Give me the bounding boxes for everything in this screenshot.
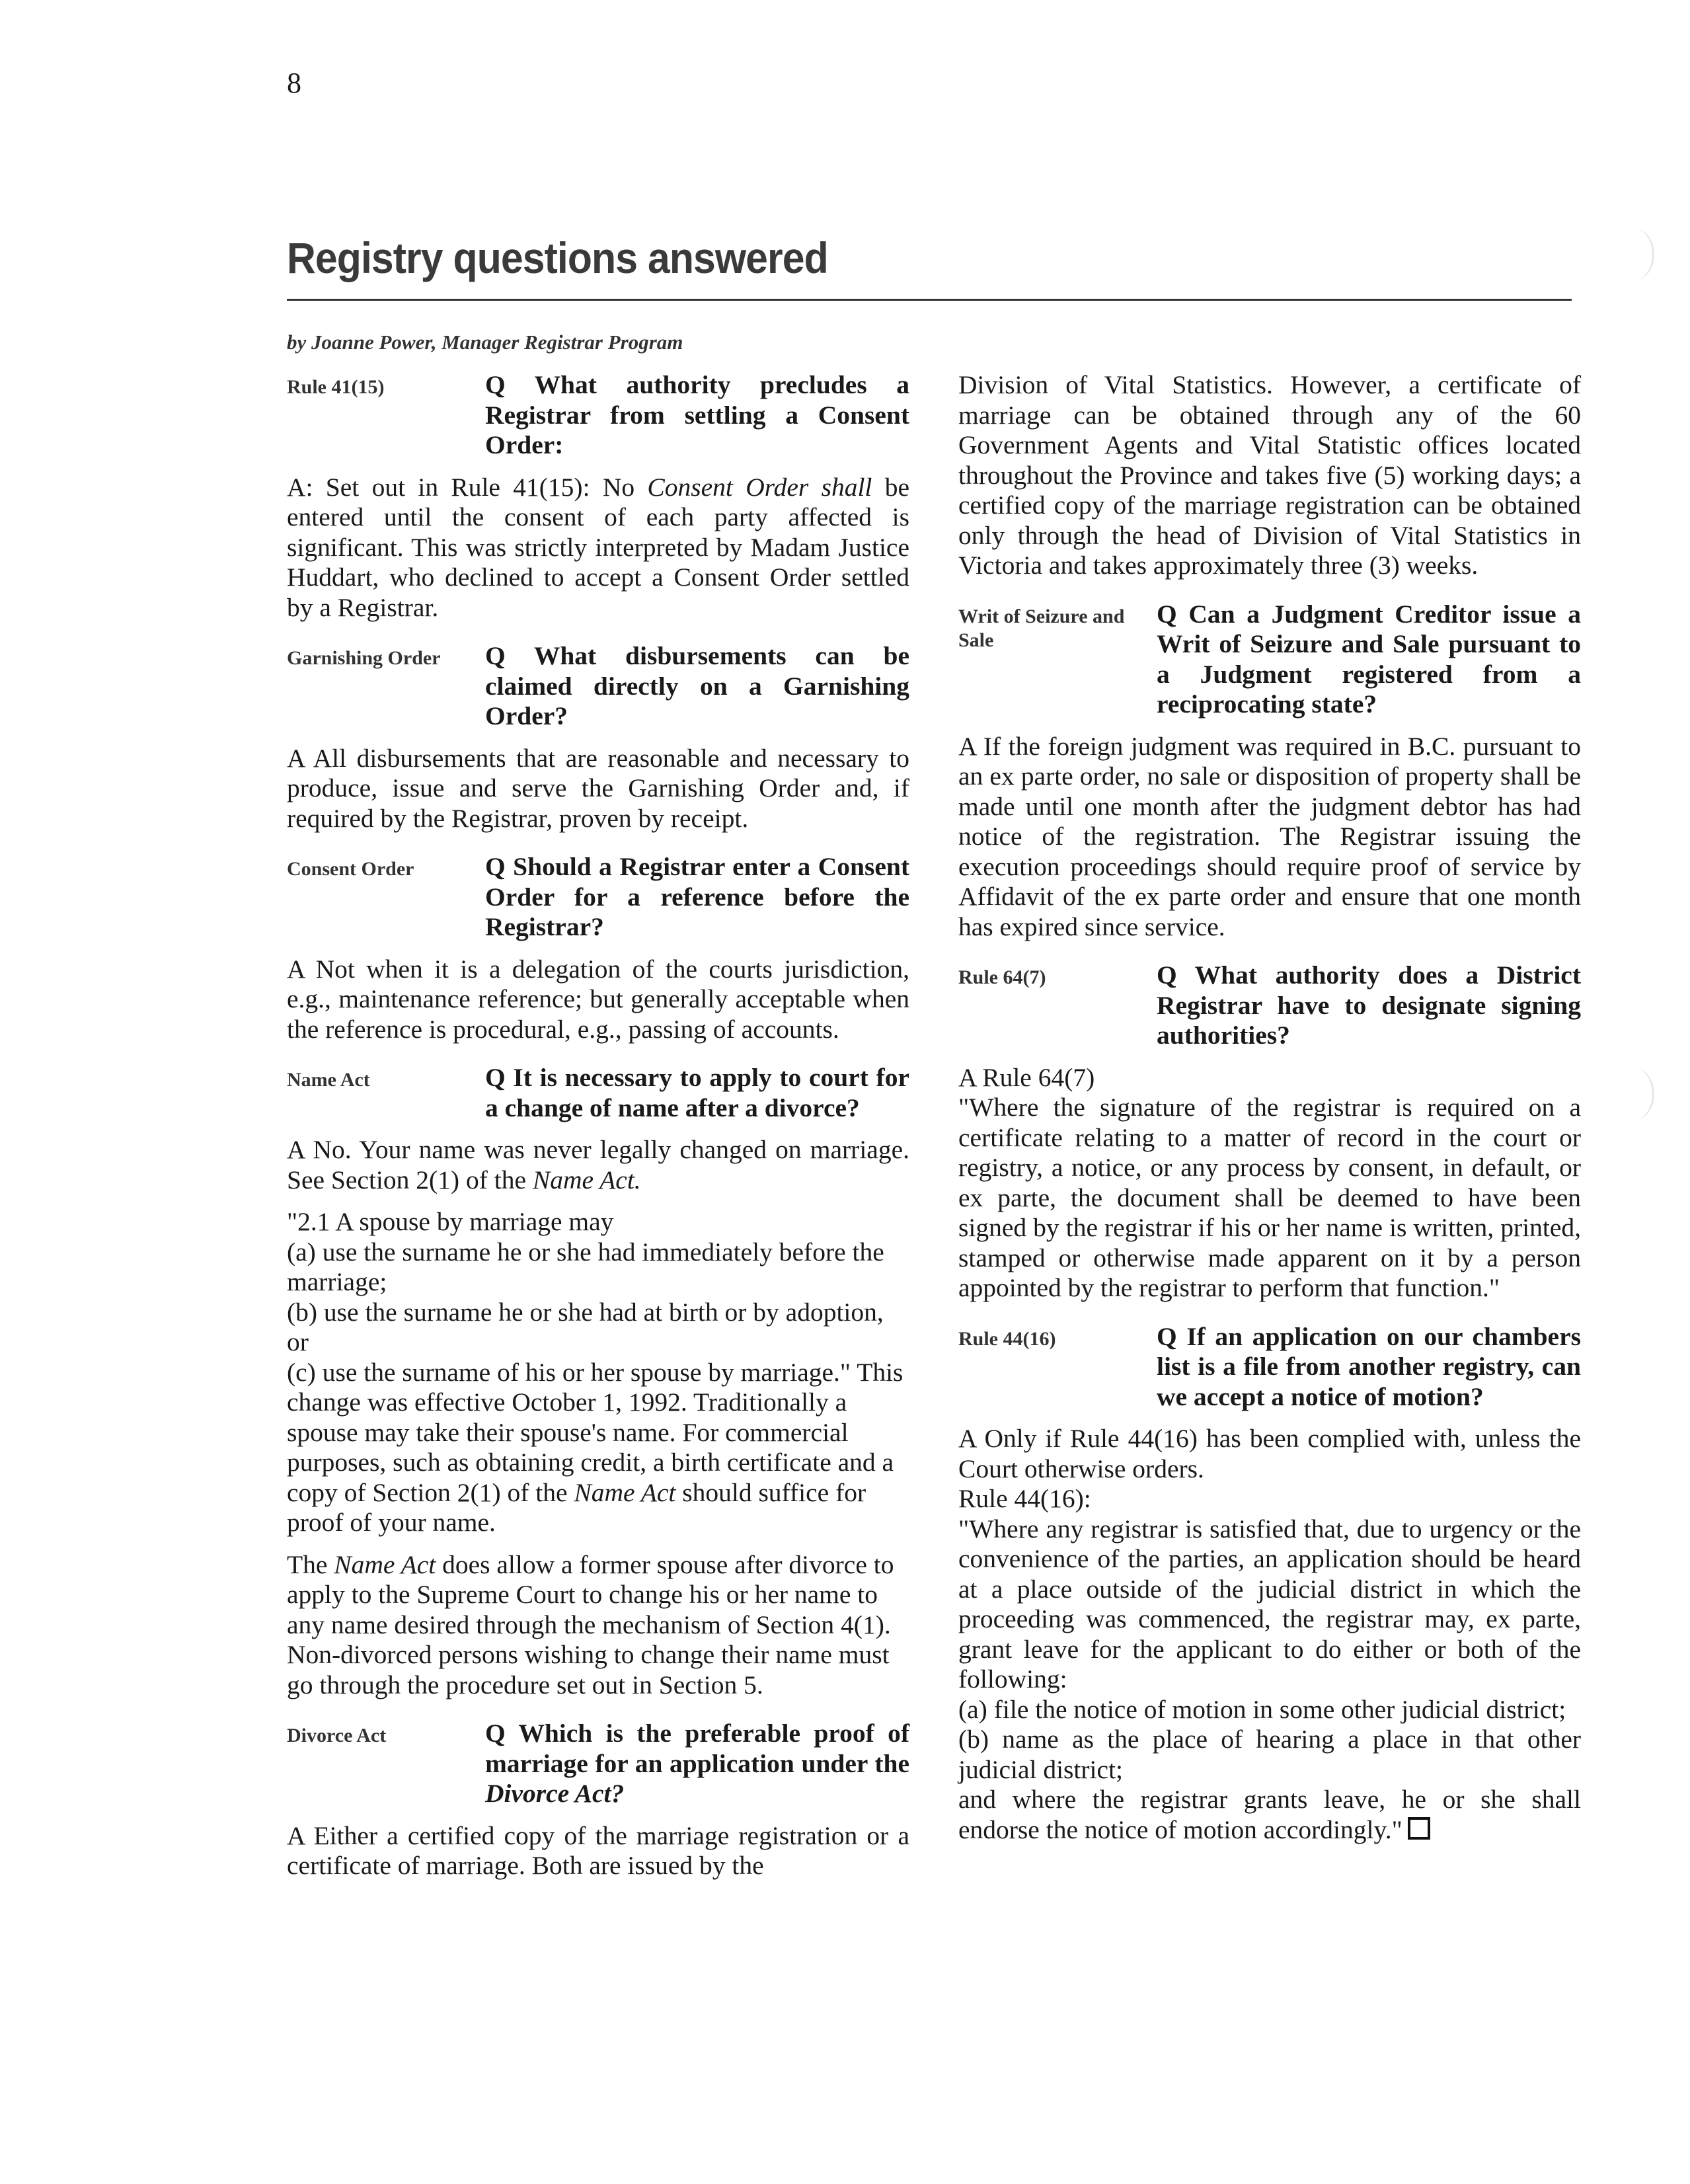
margin-tag: Rule 64(7) [958,966,1046,988]
question-block [287,641,909,732]
end-of-article-icon [1408,1817,1430,1840]
answer-text: A Not when it is a delegation of the courts jurisdiction, e.g., maintenance reference; but generally acceptable when the reference is procedural, e.g., passing of accounts. [287,954,909,1044]
question-block [287,1719,909,1809]
answer-text: A If the foreign judgment was required in B.C. pursuant to an ex parte order, no sale or disposition of property shall be made until one month after the judgment debtor has had notice of the registration. The Registrar issuing the execution proceedings should require proof of service by Affidavit of the ex parte order and ensure that one month has expired since service. [958,731,1581,941]
answer-text: A Either a certified copy of the marriage registration or a certificate of marriage. Both are issued by the [287,1820,909,1880]
answer-text: A No. Your name was never legally changed on marriage. See Section 2(1) of the Name Act. [287,1135,909,1194]
question-block [958,600,1581,720]
margin-tag: Garnishing Order [287,647,441,669]
question-text: Q What disbursements can be claimed directly on a Garnishing Order? [485,641,909,730]
question-text: Q What authority does a District Registrar have to designate signing authorities? [1157,960,1581,1050]
question-block [287,1063,909,1123]
paragraph: The Name Act does allow a former spouse after divorce to apply to the Supreme Court to change his or her name to any name desired through the mechanism of Section 4(1). Non-divorced persons wishing to change their name must go through the procedure set out in Section 5. [287,1549,894,1699]
question-text: Q What authority precludes a Registrar from settling a Consent Order: [485,370,909,459]
question-text: Q Can a Judgment Creditor issue a Writ of Seizure and Sale pursuant to a Judgment registered from a reciprocating state? [1157,599,1581,719]
margin-tag: Rule 44(16) [958,1327,1056,1350]
question-block [958,960,1581,1051]
question-block [287,370,909,461]
answer-text: A Only if Rule 44(16) has been complied with, unless the Court otherwise orders. Rule 44(16): "Where any registrar is satisfied that, due to urgency or the convenience of the parties, an application should be heard at a place outside of the judicial district in which the proceeding was commenced, the registrar may, ex parte, grant leave for the applicant to do either or both of the following: (a) file the notice of motion in some other judicial district; (b) name as the place of hearing a place in that other judicial district; and where the registrar grants leave, he or she shall endorse the notice of motion accordingly." [958,1424,1581,1844]
page-number: 8 [287,67,301,99]
right-column [958,370,1581,1845]
answer-text: A All disbursements that are reasonable and necessary to produce, issue and serve the Garnishing Order and, if required by the Registrar, proven by receipt. [287,743,909,833]
page-title: Registry questions answered [287,233,828,282]
question-block [958,1322,1581,1413]
question-block [287,852,909,943]
statute-quote: "2.1 A spouse by marriage may (a) use the surname he or she had immediately before the marriage; (b) use the surname he or she had at birth or by adoption, or (c) use the surname of his or her spouse by marriage." This change was effective October 1, 1992. Traditionally a spouse may take their spouse's name. For commercial purposes, such as obtaining credit, a birth certificate and a copy of Section 2(1) of the Name Act should suffice for proof of your name. [287,1207,903,1537]
left-column [287,370,909,1881]
answer-text: A Rule 64(7) "Where the signature of the registrar is required on a certificate relating to a matter of record in the court or registry, a notice, or any process by consent, in default, or ex parte, the document shall be deemed to have been signed by the registrar if his or her name is written, printed, stamped or otherwise made apparent on it by a person appointed by the registrar to perform that function." [958,1062,1581,1302]
punch-hole-mark [1613,1068,1654,1120]
question-text: Q It is necessary to apply to court for a change of name after a divorce? [485,1063,909,1122]
margin-tag: Name Act [287,1069,370,1091]
question-text: Q If an application on our chambers list is a file from another registry, can we accept a notice of motion? [1157,1321,1581,1411]
byline: by Joanne Power, Manager Registrar Program [287,331,683,354]
title-divider [287,299,1572,301]
question-text: Q Which is the preferable proof of marriage for an application under the Divorce Act? [485,1719,909,1808]
margin-tag: Rule 41(15) [287,376,385,398]
margin-tag: Consent Order [287,858,414,880]
margin-tag: Writ of Seizure and Sale [958,605,1125,651]
question-text: Q Should a Registrar enter a Consent Order for a reference before the Registrar? [485,852,909,941]
answer-text: A: Set out in Rule 41(15): No Consent Order shall be entered until the consent of each party affected is significant. This was strictly interpreted by Madam Justice Huddart, who declined to accept a Consent Order settled by a Registrar. [287,472,909,622]
punch-hole-mark [1613,228,1654,281]
margin-tag: Divorce Act [287,1725,387,1746]
answer-continuation: Division of Vital Statistics. However, a certificate of marriage can be obtained through any of the 60 Government Agents and Vital Statistic offices located throughout the Province and takes five (5) working days; a certified copy of the marriage registration can be obtained only through the head of Division of Vital Statistics in Victoria and takes approximately three (3) weeks. [958,370,1581,580]
